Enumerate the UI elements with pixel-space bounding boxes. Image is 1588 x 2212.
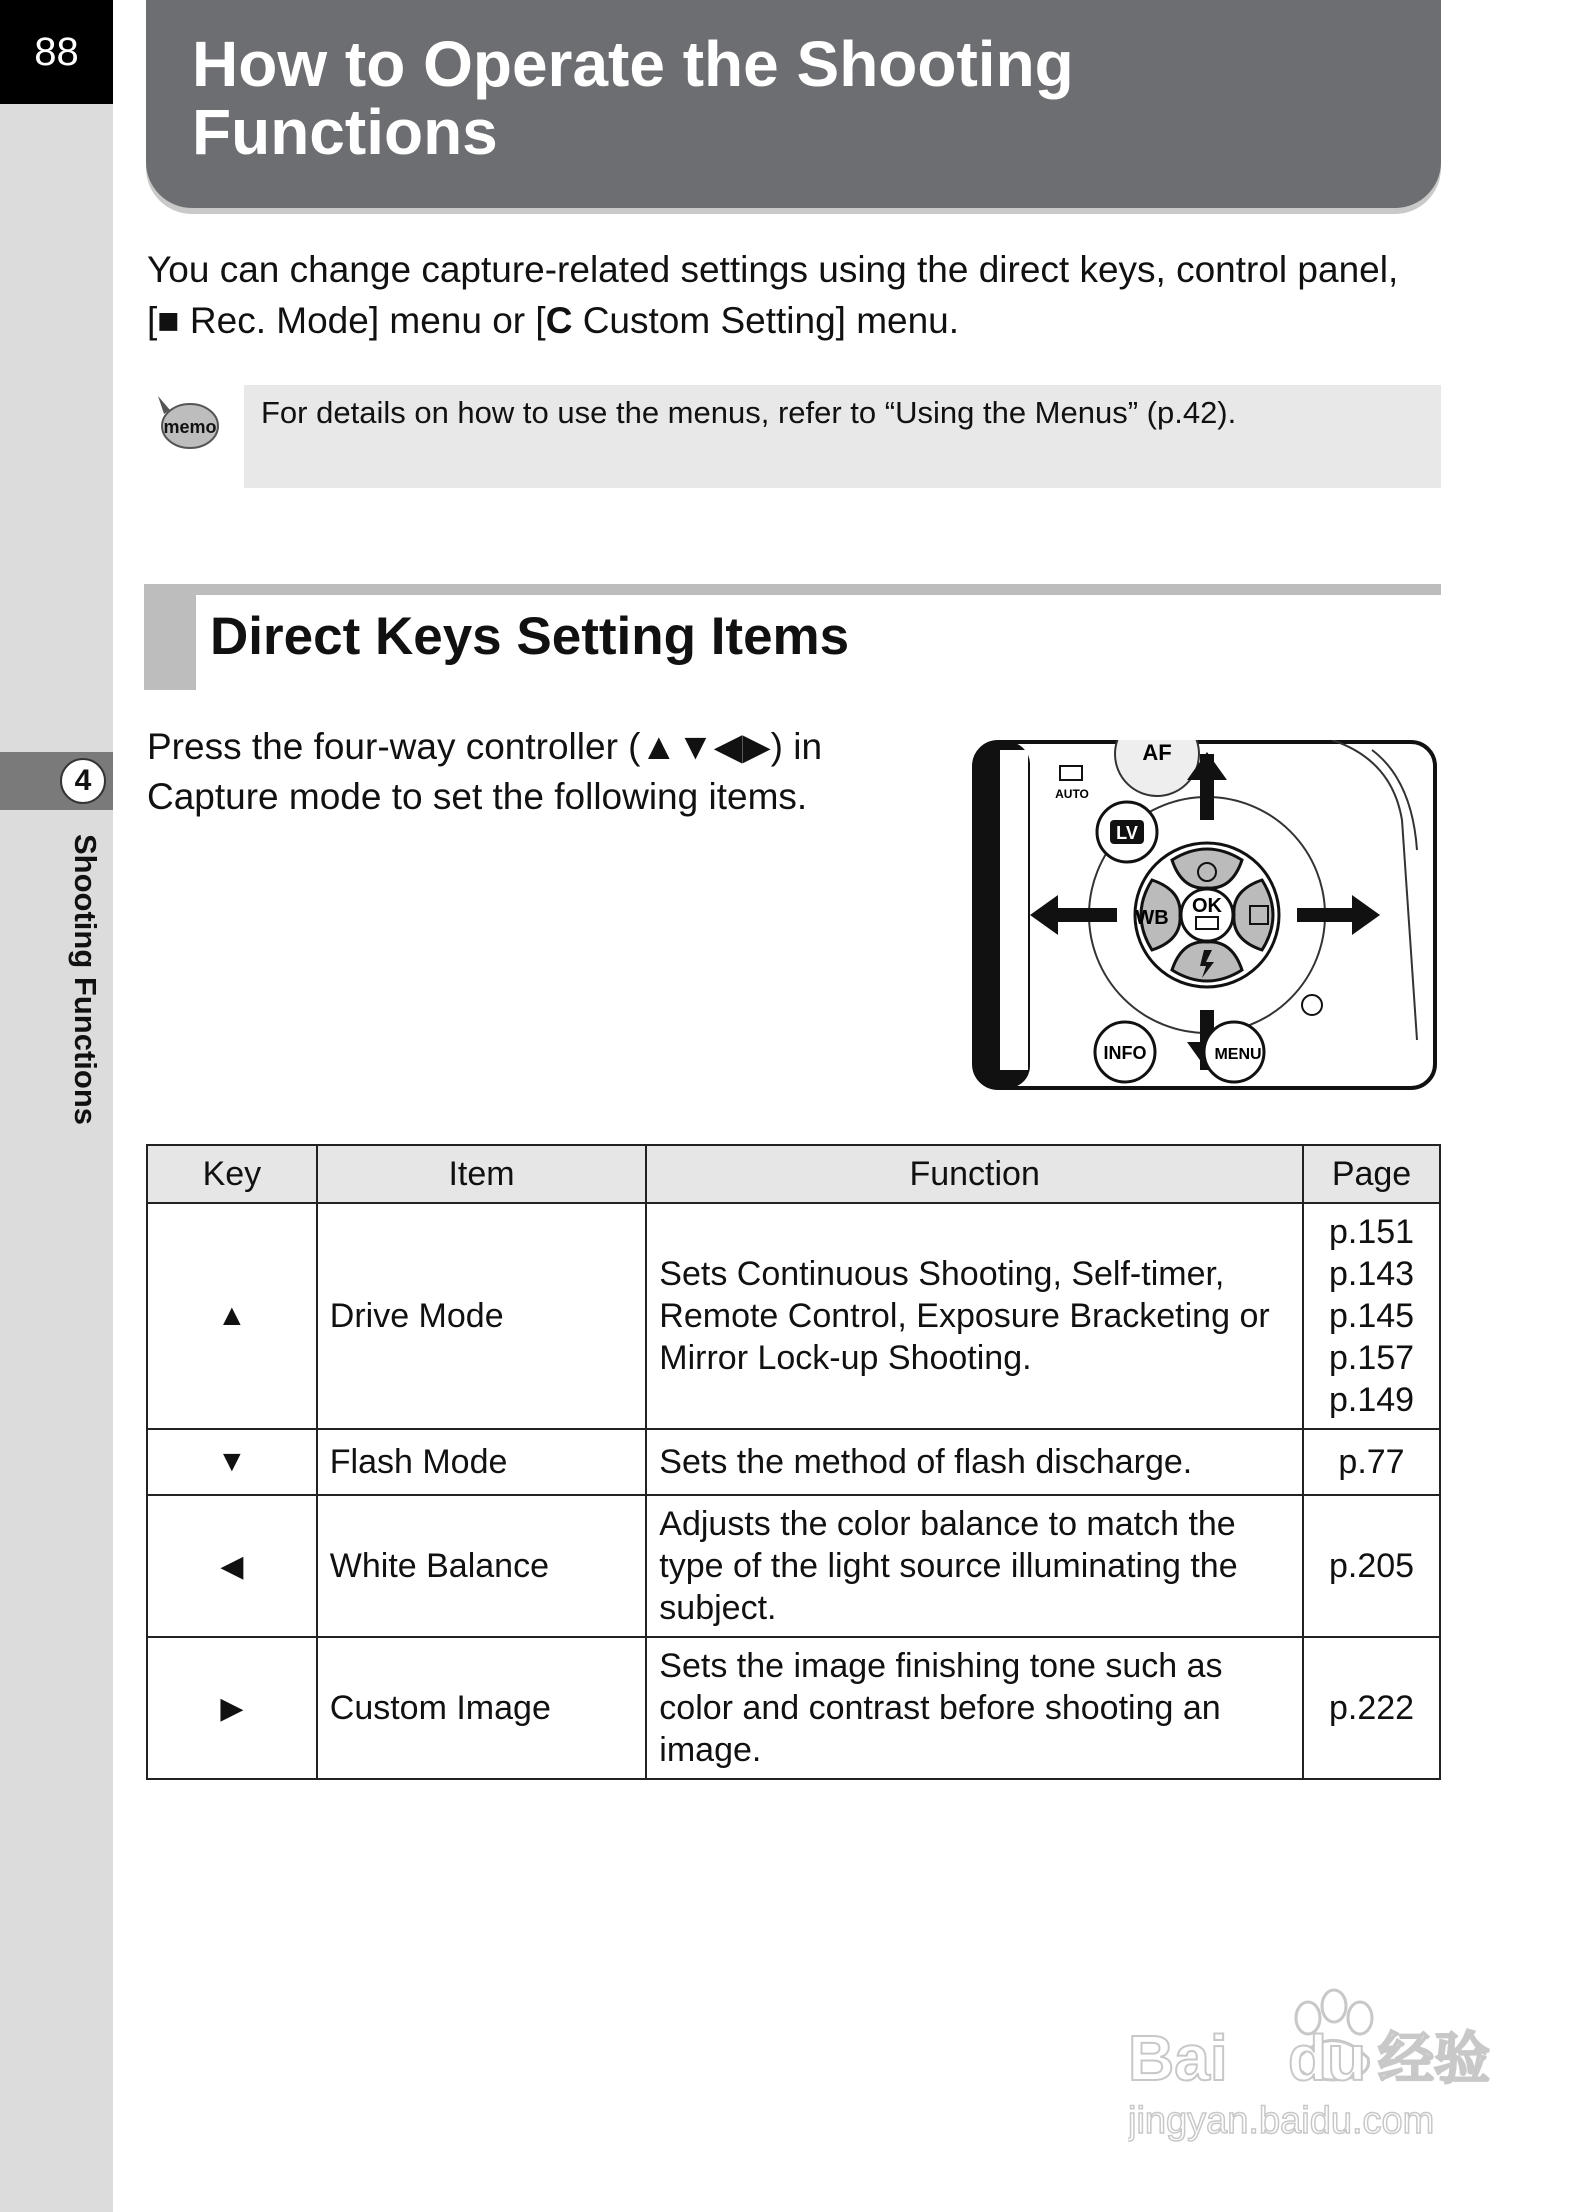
intro-text-3: Custom Setting] menu. [572, 300, 960, 341]
table-row [147, 1495, 1440, 1637]
table-row [147, 1203, 1440, 1429]
intro-text-1: You can change capture-related settings using the direct keys, control panel, [ [147, 249, 1399, 341]
key-down: ▼ [147, 1429, 317, 1495]
header-item: Item [317, 1145, 647, 1203]
page-cell [1303, 1203, 1440, 1429]
section-rule [144, 584, 1441, 595]
function-cell: Sets Continuous Shooting, Self-timer, Remote Control, Exposure Bracketing or Mirror Lock-up Shooting. [646, 1203, 1303, 1429]
page-ref: p.205 [1328, 1547, 1415, 1585]
indicator-lamp [1302, 995, 1322, 1015]
key-left: ◀ [147, 1495, 317, 1637]
watermark-brand2: du [1288, 2022, 1367, 2094]
page-number: 88 [34, 30, 79, 74]
item-cell: Flash Mode [317, 1429, 647, 1495]
page-cell [1303, 1637, 1440, 1779]
page-title: How to Operate the Shooting Functions [192, 28, 1074, 168]
page-ref: p.145 [1328, 1297, 1415, 1335]
menu-label: MENU [1214, 1046, 1262, 1063]
page-ref: p.222 [1328, 1689, 1415, 1727]
chapter-label: Shooting Functions [68, 834, 103, 1126]
page-cell [1303, 1429, 1440, 1495]
table-row [147, 1429, 1440, 1495]
intro-paragraph [147, 244, 1437, 346]
memo-text: For details on how to use the menus, refer to “Using the Menus” (p.42). [261, 395, 1237, 430]
intro-text-2: Rec. Mode] menu or [ [179, 300, 546, 341]
memo-icon [150, 390, 222, 454]
table-header-row [147, 1145, 1440, 1203]
watermark-cn: 经验 [1378, 2027, 1490, 2092]
ok-label: OK [1192, 895, 1222, 917]
watermark-brand: Bai [1128, 2022, 1228, 2094]
function-cell: Sets the method of flash discharge. [646, 1429, 1303, 1495]
header-function: Function [646, 1145, 1303, 1203]
memo-icon-label: memo [163, 417, 217, 437]
function-cell: Sets the image finishing tone such as color and contrast before shooting an image. [646, 1637, 1303, 1779]
page-ref: p.143 [1328, 1255, 1415, 1293]
af-label: AF [1142, 740, 1172, 765]
section-title: Direct Keys Setting Items [210, 607, 850, 666]
page-ref: p.77 [1338, 1443, 1405, 1481]
key-right: ▶ [147, 1637, 317, 1779]
baidu-watermark [1128, 1968, 1498, 2148]
section-bar [144, 584, 196, 690]
page-cell [1303, 1495, 1440, 1637]
info-label: INFO [1103, 1043, 1147, 1063]
page-ref: p.149 [1328, 1381, 1415, 1419]
page-ref: p.151 [1328, 1213, 1415, 1251]
lv-label: LV [1116, 823, 1138, 843]
wb-label: WB [1135, 907, 1169, 929]
four-way-controller-illustration [972, 740, 1437, 1090]
key-up: ▲ [147, 1203, 317, 1429]
item-cell: White Balance [317, 1495, 647, 1637]
header-key: Key [147, 1145, 317, 1203]
item-cell: Custom Image [317, 1637, 647, 1779]
page-ref: p.157 [1328, 1339, 1415, 1377]
custom-setting-icon: C [545, 300, 573, 341]
function-cell: Adjusts the color balance to match the type of the light source illuminating the subject. [646, 1495, 1303, 1637]
item-cell: Drive Mode [317, 1203, 647, 1429]
watermark-url: jingyan.baidu.com [1128, 2100, 1435, 2142]
chapter-number: 4 [60, 758, 106, 804]
instruction-text: Press the four-way controller (▲▼◀▶) in Capture mode to set the following items. [147, 726, 823, 817]
table-row [147, 1637, 1440, 1779]
auto-label: AUTO [1055, 787, 1089, 801]
direct-keys-table [146, 1144, 1441, 1780]
camera-icon: ■ [157, 300, 180, 341]
header-page: Page [1303, 1145, 1440, 1203]
